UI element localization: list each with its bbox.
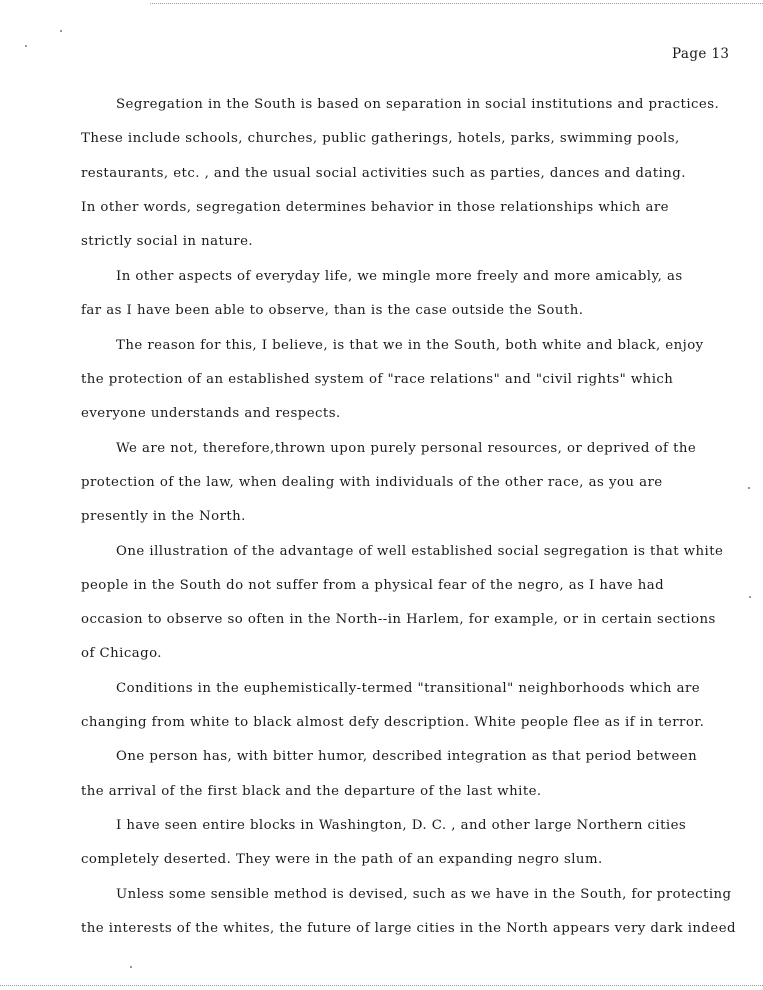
top-dotted-rule bbox=[150, 3, 763, 4]
text-line: restaurants, etc. , and the usual social activities such as parties, dances and dating. bbox=[81, 166, 686, 181]
text-line: the interests of the whites, the future of large cities in the North appears very dark indeed bbox=[81, 921, 736, 936]
text-line: These include schools, churches, public gatherings, hotels, parks, swimming pools, bbox=[81, 131, 680, 146]
bottom-dotted-rule bbox=[0, 985, 763, 986]
scan-speck bbox=[749, 596, 751, 598]
text-line: In other aspects of everyday life, we mingle more freely and more amicably, as bbox=[116, 269, 683, 284]
text-line: protection of the law, when dealing with individuals of the other race, as you are bbox=[81, 475, 663, 490]
text-line: far as I have been able to observe, than is the case outside the South. bbox=[81, 303, 584, 318]
scan-speck bbox=[748, 487, 750, 489]
text-line: One person has, with bitter humor, described integration as that period between bbox=[116, 749, 698, 764]
text-line: occasion to observe so often in the North--in Harlem, for example, or in certain sections bbox=[81, 612, 716, 627]
text-line: the arrival of the first black and the departure of the last white. bbox=[81, 784, 542, 799]
text-line: everyone understands and respects. bbox=[81, 406, 341, 421]
text-line: We are not, therefore,thrown upon purely personal resources, or deprived of the bbox=[116, 441, 697, 456]
text-line: people in the South do not suffer from a physical fear of the negro, as I have had bbox=[81, 578, 665, 593]
scan-speck bbox=[60, 30, 62, 32]
scan-speck bbox=[130, 966, 132, 968]
text-line: the protection of an established system of "race relations" and "civil rights" which bbox=[81, 372, 674, 387]
text-line: changing from white to black almost defy description. White people flee as if in terror. bbox=[81, 715, 705, 730]
text-line: The reason for this, I believe, is that we in the South, both white and black, enjoy bbox=[116, 338, 704, 353]
text-line: One illustration of the advantage of well established social segregation is that white bbox=[116, 544, 724, 559]
text-line: completely deserted. They were in the path of an expanding negro slum. bbox=[81, 852, 603, 867]
text-line: strictly social in nature. bbox=[81, 234, 254, 249]
text-line: In other words, segregation determines behavior in those relationships which are bbox=[81, 200, 669, 215]
text-line: presently in the North. bbox=[81, 509, 246, 524]
page-number: Page 13 bbox=[672, 46, 730, 62]
text-line: Unless some sensible method is devised, such as we have in the South, for protecting bbox=[116, 887, 732, 902]
text-line: Conditions in the euphemistically-termed "transitional" neighborhoods which are bbox=[116, 681, 701, 696]
text-line: I have seen entire blocks in Washington, D. C. , and other large Northern cities bbox=[116, 818, 687, 833]
text-line: Segregation in the South is based on separation in social institutions and practices. bbox=[116, 97, 720, 112]
text-line: of Chicago. bbox=[81, 646, 162, 661]
scan-speck bbox=[25, 45, 27, 47]
